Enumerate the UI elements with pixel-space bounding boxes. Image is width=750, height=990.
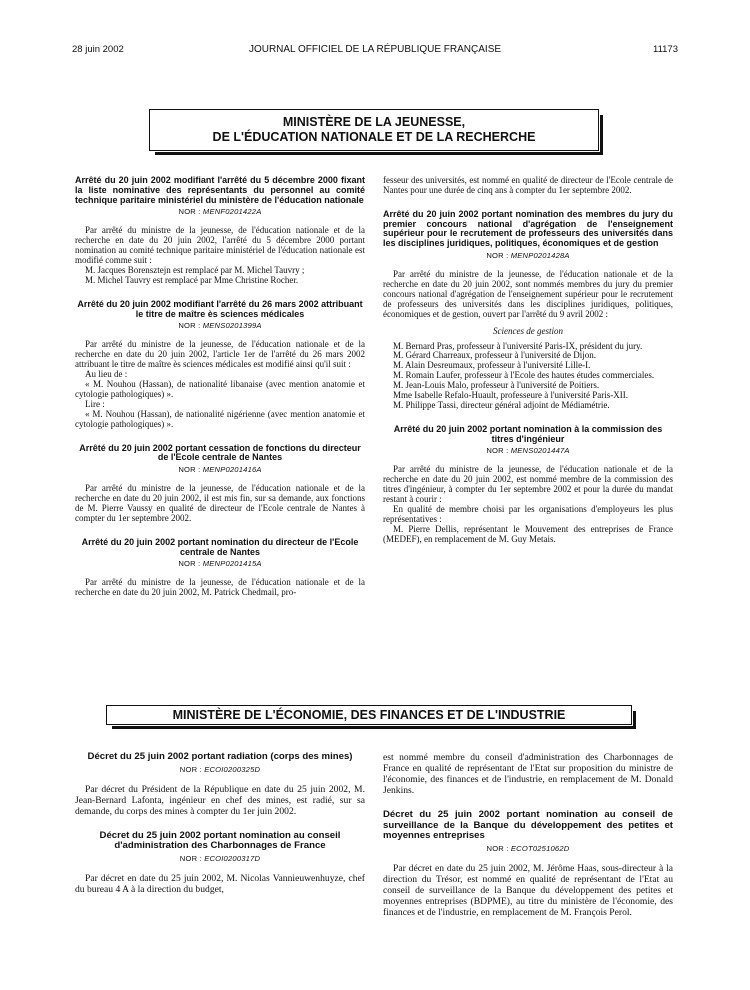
decret-title: Décret du 25 juin 2002 portant nomination au conseil d'administration des Charbonnages de France	[99, 829, 341, 852]
decret-title: Décret du 25 juin 2002 portant nomination au conseil de surveillance de la Banque du développement des petites et moyennes entreprises	[383, 809, 673, 842]
arrete-nomination-directeur	[75, 538, 365, 598]
nor-reference: NOR : MENF0201422A	[178, 207, 262, 217]
arrete-title: Arrêté du 20 juin 2002 modifiant l'arrêté du 5 décembre 2000 fixant la liste nominative des représentants du personnel au comité technique paritaire ministériel du ministère de l'éducation nationale	[75, 175, 365, 205]
nor-reference: NOR : ECOT0251062D	[486, 843, 570, 853]
right-column-economy	[383, 752, 673, 918]
jury-member: M. Romain Laufer, professeur à l'Ecole des hautes études commerciales.	[393, 370, 655, 381]
arrete-text-continued: fesseur des universités, est nommé en qualité de directeur de l'Ecole centrale de Nantes pour une durée de cinq ans à compter du 1er septembre 2002.	[383, 175, 673, 195]
decret-text-continued: est nommé membre du conseil d'administration des Charbonnages de France en qualité de représentant de l'Etat sur proposition du ministre de l'économie, des finances et de l'industrie, en remplacement de M. Donald Jenkins.	[383, 752, 673, 796]
right-column-education	[383, 176, 673, 545]
decret-radiation	[75, 752, 365, 817]
arrete-text: Par arrêté du ministre de la jeunesse, de l'éducation nationale et de la recherche en date du 20 juin 2002, l'arrêté du 5 décembre 2000 portant nomination au comité technique paritaire ministériel de l'éducation nationale est modifié comme suit :	[75, 225, 365, 266]
arrete-text: M. Michel Tauvry est remplacé par Mme Christine Rocher.	[85, 274, 299, 285]
arrete-title: Arrêté du 20 juin 2002 portant nomination du directeur de l'Ecole centrale de Nantes	[81, 536, 359, 557]
arrete-text: Lire :	[85, 398, 105, 409]
journal-title: JOURNAL OFFICIEL DE LA RÉPUBLIQUE FRANÇAISE	[248, 44, 502, 55]
nor-reference: NOR : ECOI0200317D	[179, 853, 261, 863]
nor-reference: NOR : ECOI0200325D	[179, 764, 261, 774]
arrete-text: Par arrêté du ministre de la jeunesse, de l'éducation nationale et de la recherche en date du 20 juin 2002, il est mis fin, sur sa demande, aux fonctions de M. Pierre Vaussy en qualité de directeur de l'Ecole centrale de Nantes à compter du 1er septembre 2002.	[75, 483, 365, 523]
decret-charbonnages	[75, 831, 365, 895]
header-date: 28 juin 2002	[72, 44, 124, 55]
jury-member: M. Jean-Louis Malo, professeur à l'université de Poitiers.	[393, 380, 600, 391]
arrete-text: « M. Nouhou (Hassan), de nationalité libanaise (avec mention anatomie et cytologie pathologiques) ».	[75, 379, 365, 399]
ministry-economy-line1: MINISTÈRE DE L'ÉCONOMIE, DES FINANCES ET DE L'INDUSTRIE	[172, 708, 566, 722]
arrete-text: En qualité de membre choisi par les organisations d'employeurs les plus représentatives :	[383, 504, 673, 524]
ministry-education-banner	[149, 109, 599, 151]
jury-member: M. Alain Desreumaux, professeur à l'université Lille-I.	[393, 360, 591, 371]
left-column-education	[75, 176, 365, 598]
decret-bdpme	[383, 810, 673, 918]
arrete-title: Arrêté du 20 juin 2002 modifiant l'arrêté du 26 mars 2002 attribuant le titre de maître ès sciences médicales	[77, 298, 363, 319]
arrete-commission-titres	[383, 425, 673, 545]
arrete-text: Par arrêté du ministre de la jeunesse, de l'éducation nationale et de la recherche en date du 20 juin 2002, M. Patrick Chedmail, pro-	[75, 577, 365, 598]
nor-reference: NOR : MENP0201415A	[178, 559, 262, 569]
jury-member: Mme Isabelle Refalo-Huault, professeure à l'université Paris-XII.	[393, 390, 629, 401]
nor-reference: NOR : MENS0201399A	[178, 321, 262, 331]
arrete-text: Par arrêté du ministre de la jeunesse, de l'éducation nationale et de la recherche en date du 20 juin 2002, l'article 1er de l'arrêté du 26 mars 2002 attribuant le titre de maître ès sciences médicales est modifié ainsi qu'il suit :	[75, 339, 365, 370]
arrete-text: M. Pierre Dellis, représentant le Mouvement des entreprises de France (MEDEF), en remplacement de M. Guy Metais.	[383, 523, 673, 544]
page-number: 11173	[652, 44, 678, 55]
arrete-title: Arrêté du 20 juin 2002 portant nomination à la commission des titres d'ingénieur	[393, 423, 663, 444]
arrete-jury-agregation	[383, 210, 673, 411]
nor-reference: NOR : MENS0201447A	[486, 446, 570, 456]
nor-reference: NOR : MENP0201428A	[486, 251, 570, 260]
arrete-maitre-sciences	[75, 300, 365, 430]
arrete-text: Par arrêté du ministre de la jeunesse, de l'éducation nationale et de la recherche en date du 20 juin 2002, est nommé membre de la commission des titres d'ingénieur, à compter du 1er septembre 2002 et pour la durée du mandat restant à courir :	[383, 464, 673, 505]
decret-text: Par décret du Président de la République en date du 25 juin 2002, M. Jean-Bernard Lafonta, ingénieur en chef des mines, est radié, sur sa demande, du corps des mines à compter du 1er juin 2002.	[75, 783, 365, 817]
jury-member: M. Gérard Charreaux, professeur à l'université de Dijon.	[393, 350, 597, 361]
decret-title: Décret du 25 juin 2002 portant radiation (corps des mines)	[87, 751, 353, 762]
ministry-education-line2: DE L'ÉDUCATION NATIONALE ET DE LA RECHERCHE	[212, 130, 536, 144]
arrete-text: M. Jacques Borensztejn est remplacé par M. Michel Tauvry ;	[85, 265, 305, 276]
arrete-text: Au lieu de :	[85, 369, 128, 380]
section-heading: Sciences de gestion	[493, 325, 563, 336]
arrete-title: Arrêté du 20 juin 2002 portant nomination des membres du jury du premier concours national d'agrégation de l'enseignement supérieur pour le recrutement de professeurs des universités dans les disciplines juridiques, politiques, économiques et de gestion	[383, 208, 673, 249]
arrete-text: « M. Nouhou (Hassan), de nationalité nigérienne (avec mention anatomie et cytologie pathologiques) ».	[75, 408, 365, 429]
jury-member: M. Bernard Pras, professeur à l'université Paris-IX, président du jury.	[393, 340, 643, 351]
arrete-cessation-fonctions	[75, 444, 365, 524]
decret-text: Par décret en date du 25 juin 2002, M. Jérôme Haas, sous-directeur à la direction du Trésor, est nommé en qualité de représentant de l'Etat au conseil de surveillance de la Banque du développement des petites et moyennes entreprises (BDPME), au titre du ministère de l'économie, des finances et de l'industrie, en remplacement de M. François Perol.	[383, 862, 673, 918]
nor-reference: NOR : MENP0201416A	[178, 465, 262, 475]
arrete-title: Arrêté du 20 juin 2002 portant cessation de fonctions du directeur de l'Ecole centrale de Nantes	[79, 442, 361, 463]
arrete-comite-technique	[75, 176, 365, 286]
left-column-economy	[75, 752, 365, 895]
arrete-text: Par arrêté du ministre de la jeunesse, de l'éducation nationale et de la recherche en date du 20 juin 2002, sont nommés membres du jury du premier concours national d'agrégation de l'enseignement supérieur pour le recrutement de professeurs des universités dans les disciplines juridiques, politiques, économiques et de gestion, ouvert par l'arrêté du 9 avril 2002 :	[383, 269, 673, 319]
jury-member: M. Philippe Tassi, directeur général adjoint de Médiamétrie.	[393, 399, 610, 410]
ministry-economy-banner	[106, 705, 632, 725]
ministry-education-line1: MINISTÈRE DE LA JEUNESSE,	[282, 115, 466, 129]
decret-text: Par décret en date du 25 juin 2002, M. Nicolas Vannieuwenhuyze, chef du bureau 4 A à la direction du budget,	[75, 872, 365, 895]
